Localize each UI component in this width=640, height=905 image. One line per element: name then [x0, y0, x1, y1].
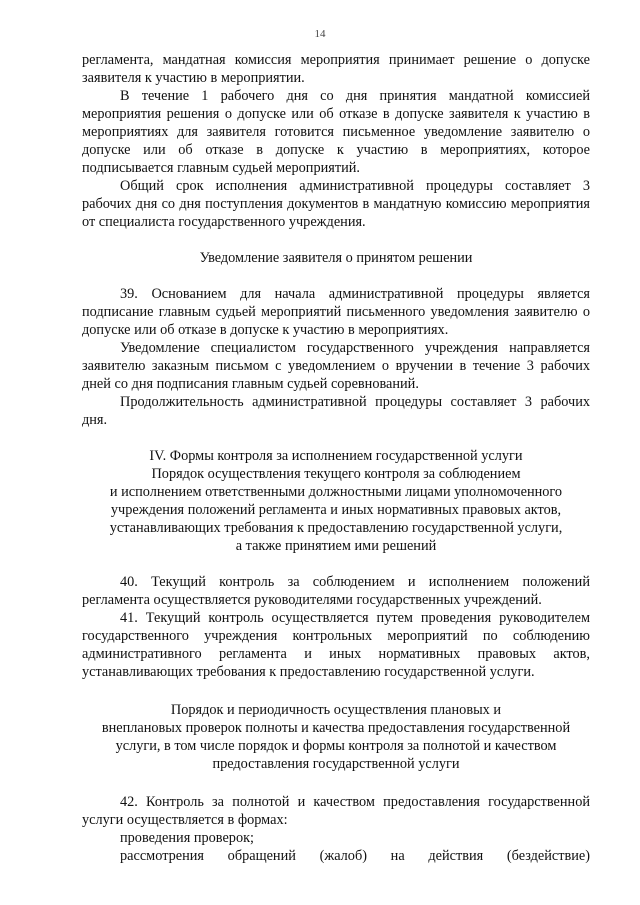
- paragraph-2: В течение 1 рабочего дня со дня принятия мандатной комиссией мероприятия решения о допуске или об отказе в допуске заявителя к участию в мероприятиях для заявителя готовится письменное уведомление заявителю о допуске или об отказе в допуске к участию в мероприятиях, которое подписывается главным судьей мероприятий.: [82, 88, 590, 176]
- paragraph-duration: Продолжительность административной процедуры составляет 3 рабочих дня.: [82, 394, 590, 428]
- section-heading-inspections: [82, 701, 590, 773]
- heading-line: предоставления государственной услуги: [212, 756, 460, 772]
- section-heading-control: [82, 447, 590, 555]
- paragraph-3: Общий срок исполнения административной процедуры составляет 3 рабочих дня со дня поступления документов в мандатную комиссию мероприятия от специалиста государственного учреждения.: [82, 178, 590, 230]
- heading-line: а также принятием ими решений: [235, 538, 437, 554]
- paragraph-40: 40. Текущий контроль за соблюдением и исполнением положений регламента осуществляется руководителями государственных учреждений.: [82, 574, 590, 608]
- paragraph-1: регламента, мандатная комиссия мероприятия принимает решение о допуске заявителя к участию в мероприятии.: [82, 52, 590, 86]
- heading-line: услуги, в том числе порядок и формы контроля за полнотой и качеством: [115, 738, 557, 754]
- paragraph-42: 42. Контроль за полнотой и качеством предоставления государственной услуги осуществляется в формах:: [82, 794, 590, 828]
- heading-line: устанавливающих требования к предоставлению государственной услуги,: [109, 520, 563, 536]
- heading-line: учреждения положений регламента и иных нормативных правовых актов,: [110, 502, 562, 518]
- heading-line: IV. Формы контроля за исполнением государственной услуги: [149, 448, 523, 464]
- paragraph-41: 41. Текущий контроль осуществляется путем проведения руководителем государственного учреждения контрольных мероприятий по соблюдению административного регламента и иных нормативных правовых актов, устанавливающих требования к предоставлению государственной услуги.: [82, 610, 590, 680]
- paragraph-notification-send: Уведомление специалистом государственного учреждения направляется заявителю заказным письмом с уведомлением о вручении в течение 3 рабочих дней со дня подписания главным судьей соревнований.: [82, 340, 590, 392]
- list-item: проведения проверок;: [120, 830, 255, 846]
- heading-line: Порядок осуществления текущего контроля за соблюдением: [151, 466, 521, 482]
- heading-line: Порядок и периодичность осуществления плановых и: [170, 702, 502, 718]
- list-item: рассмотрения обращений (жалоб) на действия (бездействие): [120, 848, 590, 864]
- section-heading-notification: Уведомление заявителя о принятом решении: [199, 250, 473, 266]
- page-number: 14: [314, 28, 326, 40]
- paragraph-39: 39. Основанием для начала административной процедуры является подписание главным судьей мероприятий письменного уведомления заявителю о допуске или об отказе в допуске к участию в мероприятиях.: [82, 286, 590, 338]
- heading-line: и исполнением ответственными должностными лицами уполномоченного: [109, 484, 563, 500]
- heading-line: внеплановых проверок полноты и качества предоставления государственной: [101, 720, 571, 736]
- document-body: [82, 51, 590, 865]
